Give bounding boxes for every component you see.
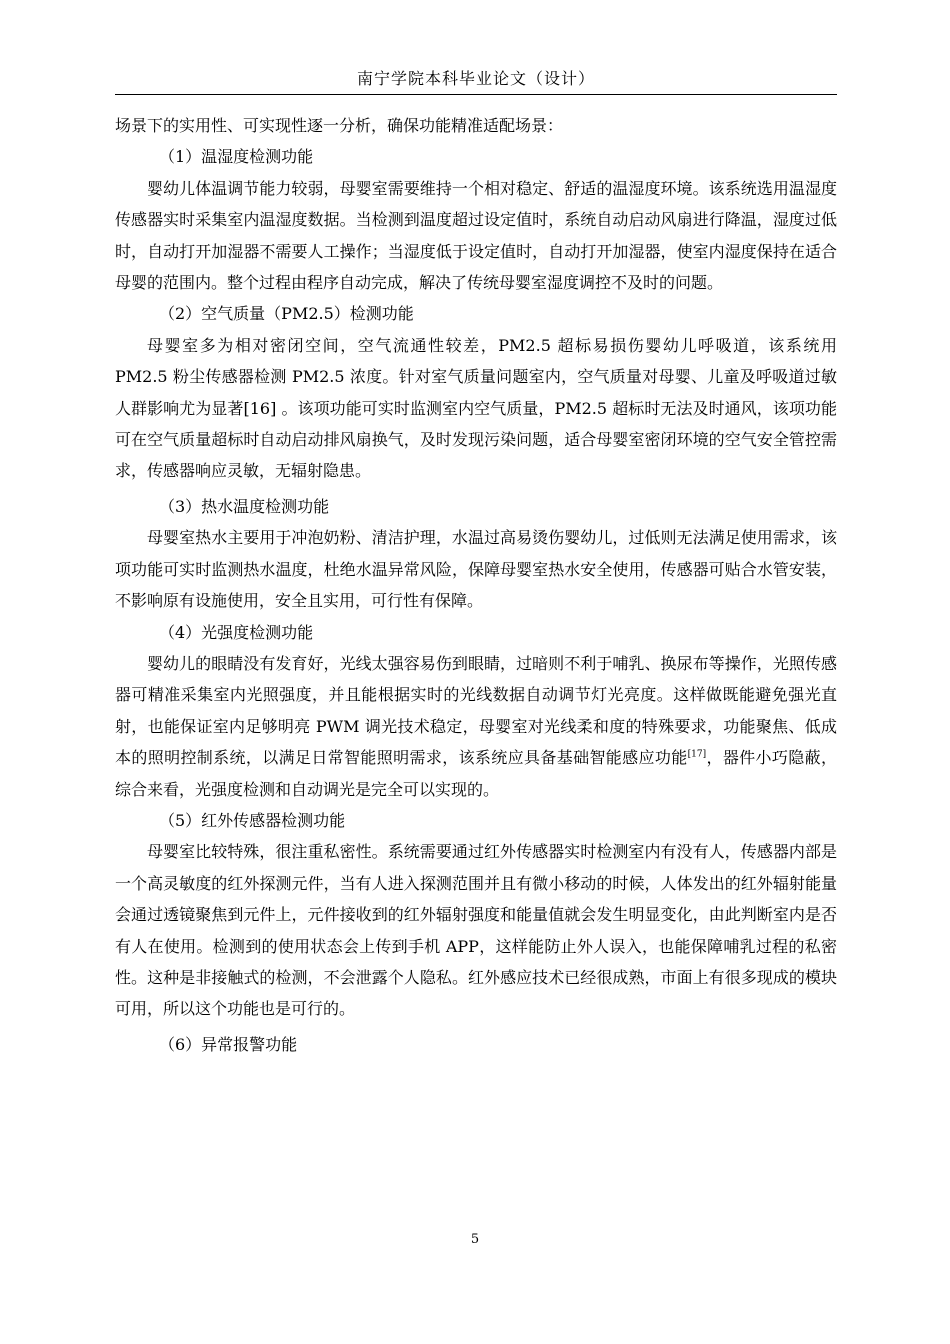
header-title: 南宁学院本科毕业论文（设计） xyxy=(356,69,595,88)
paragraph-light-tail: ，器件小巧隐蔽，综合来看，光强度检测和自动调光是完全可以实现的。 xyxy=(115,748,837,799)
paragraph-intro-continuation: 场景下的实用性、可实现性逐一分析，确保功能精准适配场景： xyxy=(115,116,564,135)
paragraph-light xyxy=(115,648,837,805)
paragraph-light-text: 婴幼儿的眼睛没有发育好，光线太强容易伤到眼睛，过暗则不利于哺乳、换尿布等操作，光照传感器可精准采集室内光照强度，并且能根据实时的光线数据自动调节灯光亮度。这样做既能避免强光直射，也能保证室内足够明亮 PWM 调光技术稳定，母婴室对光线柔和度的特殊要求，功能聚焦、低成本的照明控制系统，以满足日常智能照明需求，该系统应具备基础智能感应功能 xyxy=(115,653,837,768)
paragraph-pm25: 母婴室多为相对密闭空间，空气流通性较差，PM2.5 超标易损伤婴幼儿呼吸道，该系统用 PM2.5 粉尘传感器检测 PM2.5 浓度。针对室气质量问题室内，空气质量对母婴、儿童及呼吸道过敏人群影响尤为显著[16] 。该项功能可实时监测室内空气质量，PM2.5 超标时无法及时通风，该项功能可在空气质量超标时自动启动排风扇换气，及时发现污染问题，适合母婴室密闭环境的空气安全管控需求，传感器响应灵敏，无辐射隐患。 xyxy=(115,335,837,481)
section-heading-infrared: （5）红外传感器检测功能 xyxy=(159,810,346,830)
section-heading-light: （4）光强度检测功能 xyxy=(159,622,314,642)
running-header xyxy=(115,64,837,95)
paragraph-humidity: 婴幼儿体温调节能力较弱，母婴室需要维持一个相对稳定、舒适的温湿度环境。该系统选用温湿度传感器实时采集室内温湿度数据。当检测到温度超过设定值时，系统自动启动风扇进行降温，湿度过低时，自动打开加湿器不需要人工操作；当湿度低于设定值时，自动打开加湿器，使室内湿度保持在适合母婴的范围内。整个过程由程序自动完成，解决了传统母婴室湿度调控不及时的问题。 xyxy=(115,178,837,293)
body-text xyxy=(115,110,837,1060)
section-heading-pm25: （2）空气质量（PM2.5）检测功能 xyxy=(159,304,414,324)
section-heading-humidity: （1）温湿度检测功能 xyxy=(159,147,314,167)
paragraph-infrared: 母婴室比较特殊，很注重私密性。系统需要通过红外传感器实时检测室内有没有人，传感器内部是一个高灵敏度的红外探测元件，当有人进入探测范围并且有微小移动的时候，人体发出的红外辐射能量会通过透镜聚焦到元件上，元件接收到的红外辐射强度和能量值就会发生明显变化，由此判断室内是否有人在使用。检测到的使用状态会上传到手机 APP，这样能防止外人误入，也能保障哺乳过程的私密性。这种是非接触式的检测，不会泄露个人隐私。红外感应技术已经很成熟，市面上有很多现成的模块可用，所以这个功能也是可行的。 xyxy=(115,842,837,1019)
paragraph-water-temperature: 母婴室热水主要用于冲泡奶粉、清洁护理，水温过高易烫伤婴幼儿，过低则无法满足使用需求，该项功能可实时监测热水温度，杜绝水温异常风险，保障母婴室热水安全使用，传感器可贴合水管安装，不影响原有设施使用，安全且实用，可行性有保障。 xyxy=(115,528,837,611)
section-heading-water-temperature: （3）热水温度检测功能 xyxy=(159,496,330,516)
section-heading-alarm: （6）异常报警功能 xyxy=(159,1034,298,1054)
citation-superscript: [17] xyxy=(687,749,707,760)
page-number: 5 xyxy=(470,1232,480,1247)
